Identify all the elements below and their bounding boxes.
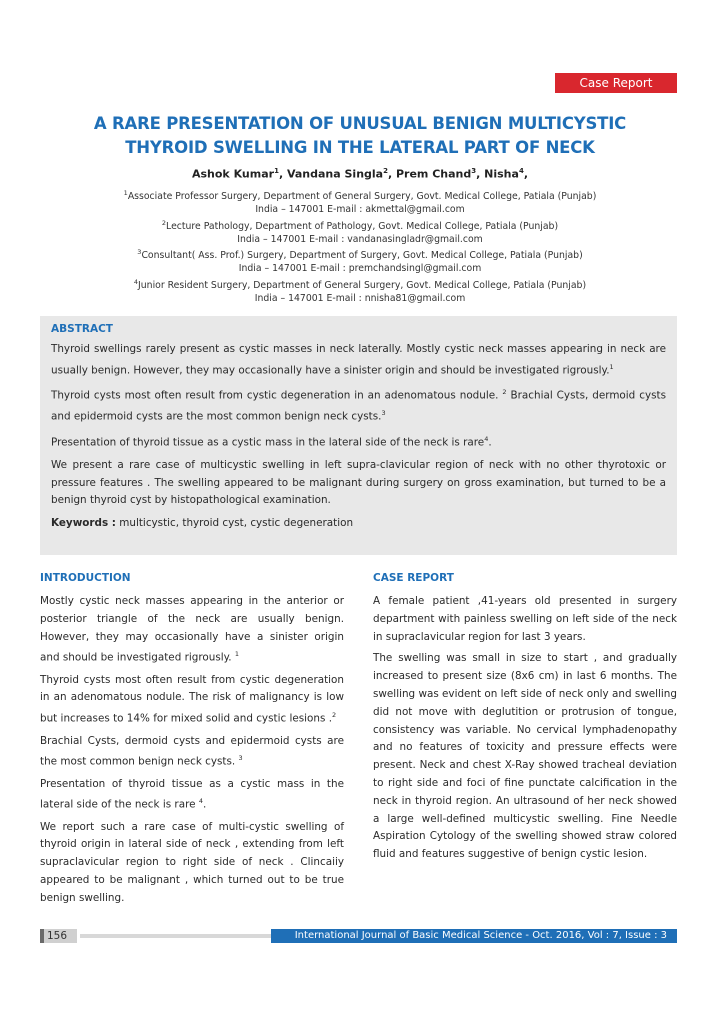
affiliation-line: India – 147001 E-mail : vandanasingladr@gmail.com [237,233,483,245]
affiliation-line: $^1$Associate Professor Surgery, Department of General Surgery, Govt. Medical College, Patiala (Punjab) [123,189,597,203]
affiliation-line: India – 147001 E-mail : premchandsingl@gmail.com [238,263,482,275]
author-name: Nisha [484,167,519,181]
introduction-heading: INTRODUCTION [40,572,131,584]
title-line-2: THYROID SWELLING IN THE LATERAL PART OF NECK [125,138,595,157]
affiliation-line: India – 147001 E-mail : nnisha81@gmail.com [254,292,466,304]
intro-paragraph: Mostly cystic neck masses appearing in the anterior or posterior triangle of the neck are usually benign. However, they may occasionally have a sinister origin and should be investigated rigrously. $^1$ [40,595,344,664]
author-list: Ashok Kumar$^1$, Vandana Singla$^2$, Prem Chand$^3$, Nisha$^4$, [191,167,528,181]
intro-paragraph: Presentation of thyroid tissue as a cystic mass in the lateral side of the neck is rare $^4$. [40,777,344,811]
page-footer [40,929,677,943]
affiliations [40,187,680,305]
intro-paragraph: Thyroid cysts most often result from cystic degeneration in an adenomatous nodule. The risk of malignancy is low but increases to 14% for mixed solid and cystic lesions .$^2$ [40,673,344,725]
author-name: Ashok Kumar [191,167,275,181]
title-line-1: A RARE PRESENTATION OF UNUSUAL BENIGN MULTICYSTIC [93,114,627,133]
author-name: Vandana Singla [286,167,384,181]
keywords: Keywords : multicystic, thyroid cyst, cystic degeneration [51,516,354,529]
intro-paragraph: We report such a rare case of multi-cystic swelling of thyroid origin in lateral side of neck , extending from left supraclavicular region to right side of neck . Clincaiiy appeared to be malignant , which turned out to be true benign swelling. [40,820,344,904]
article-title [40,112,680,160]
abstract-paragraph: We present a rare case of multicystic swelling in left supra-clavicular region of neck with no other thyrotoxic or pressure features . The swelling appeared to be malignant during surgery on gross examination, but turned to be a benign thyroid cyst by histopathological examination. [51,459,666,507]
abstract-paragraph: Thyroid cysts most often result from cystic degeneration in an adenomatous nodule. $^2$ Brachial Cysts, dermoid cysts and epidermoid cysts are the most common benign neck cysts.$^3$ [51,388,666,423]
abstract-paragraph: Presentation of thyroid tissue as a cystic mass in the lateral side of the neck is rare$^4$. [51,435,492,449]
footer-divider [80,934,302,938]
intro-paragraph: Brachial Cysts, dermoid cysts and epidermoid cysts are the most common benign neck cysts. $^3$ [40,734,344,768]
affiliation-line: India – 147001 E-mail : akmettal@gmail.com [255,204,465,216]
abstract-box [40,316,677,555]
page-number: 156 [40,929,77,943]
affiliation-line: $^3$Consultant( Ass. Prof.) Surgery, Department of Surgery, Govt. Medical College, Patiala (Punjab) [137,248,583,262]
author-name: Prem Chand [395,167,472,181]
journal-citation: International Journal of Basic Medical Science - Oct. 2016, Vol : 7, Issue : 3 [271,929,677,943]
abstract-heading: ABSTRACT [51,323,113,335]
article-type-tag: Case Report [555,73,677,93]
affiliation-line: $^4$Junior Resident Surgery, Department of General Surgery, Govt. Medical College, Patiala (Punjab) [133,277,587,291]
case-report-heading: CASE REPORT [373,572,454,584]
affiliation-line: $^2$Lecture Pathology, Department of Pathology, Govt. Medical College, Patiala (Punjab) [161,218,559,232]
case-paragraph: The swelling was small in size to start , and gradually increased to present size (8x6 cm) in last 6 months. The swelling was evident on left side of neck only and swelling did not move with deglutition or protrusion of tongue, consistency was variable. No cervical lymphadenopathy and no features of toxicity and pressure effects were present. Neck and chest X-Ray showed tracheal deviation to right side and foci of fine punctate calcification in the neck in thyroid region. An ultrasound of her neck showed a large well-defined multicystic swelling. Fine Needle Aspiration Cytology of the swelling showed straw colored fluid and features suggestive of benign cystic lesion. [373,652,677,861]
case-report-column [373,572,677,868]
introduction-column [40,572,344,912]
abstract-paragraph: Thyroid swellings rarely present as cystic masses in neck laterally. Mostly cystic neck masses appearing in neck are usually benign. However, they may occasionally have a sinister origin and should be investigated rigrously.$^1$ [51,343,666,376]
case-paragraph: A female patient ,41-years old presented in surgery department with painless swelling on left side of the neck in supraclavicular region for last 3 years. [373,595,677,643]
